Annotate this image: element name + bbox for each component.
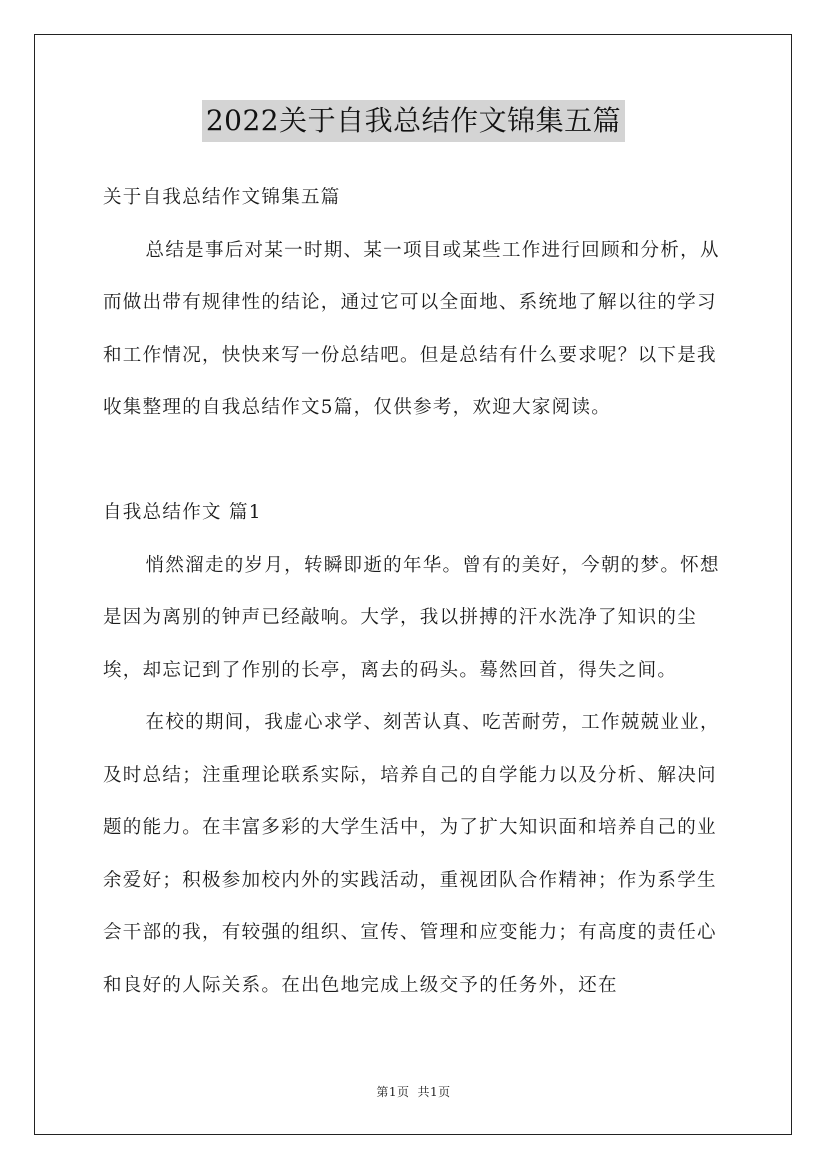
document-body [103, 172, 731, 1012]
page-number: 第1页 [376, 1085, 410, 1099]
intro-paragraph: 总结是事后对某一时期、某一项目或某些工作进行回顾和分析，从而做出带有规律性的结论，通过它可以全面地、系统地了解以往的学习和工作情况，快快来写一份总结吧。但是总结有什么要求呢？以下是我收集整理的自我总结作文5篇，仅供参考，欢迎大家阅读。 [103, 239, 720, 418]
body-paragraph: 悄然溜走的岁月，转瞬即逝的年华。曾有的美好，今朝的梦。怀想是因为离别的钟声已经敲响。大学，我以拼搏的汗水洗净了知识的尘埃，却忘记到了作别的长亭，离去的码头。蓦然回首，得失之间。 [103, 554, 720, 681]
page-total: 共1页 [417, 1085, 451, 1099]
page-footer [0, 1083, 827, 1100]
document-title: 2022关于自我总结作文锦集五篇 [202, 100, 625, 142]
section-heading: 自我总结作文 篇1 [103, 502, 262, 523]
paragraph-gap [103, 435, 731, 488]
title-container [0, 100, 827, 142]
document-subtitle: 关于自我总结作文锦集五篇 [103, 187, 341, 208]
body-paragraph: 在校的期间，我虚心求学、刻苦认真、吃苦耐劳，工作兢兢业业，及时总结；注重理论联系实际，培养自己的自学能力以及分析、解决问题的能力。在丰富多彩的大学生活中，为了扩大知识面和培养自己的业余爱好；积极参加校内外的实践活动，重视团队合作精神；作为系学生会干部的我，有较强的组织、宣传、管理和应变能力；有高度的责任心和良好的人际关系。在出色地完成上级交予的任务外，还在 [103, 712, 720, 996]
